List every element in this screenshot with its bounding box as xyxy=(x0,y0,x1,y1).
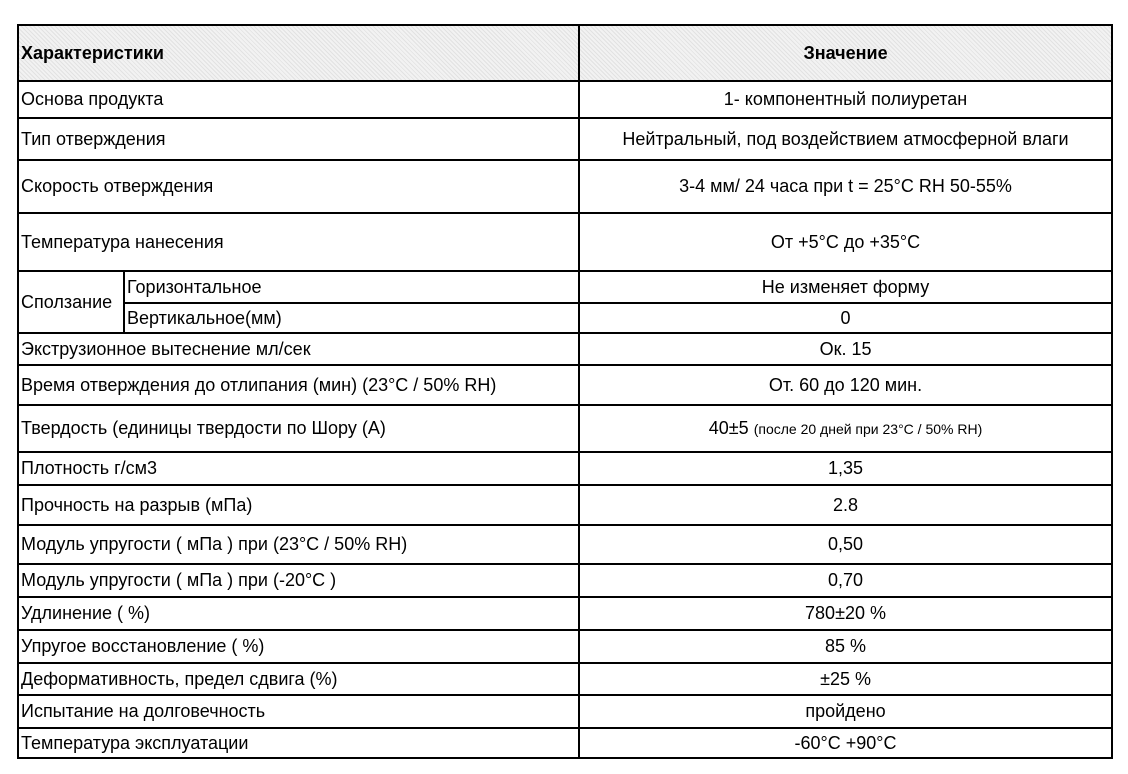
table-row xyxy=(18,485,1112,525)
row-value: 85 % xyxy=(579,630,1112,663)
table-row xyxy=(18,663,1112,695)
row-label: Тип отверждения xyxy=(18,118,579,160)
row-label: Скорость отверждения xyxy=(18,160,579,213)
table-row xyxy=(18,333,1112,365)
table-row xyxy=(18,303,1112,333)
table-row xyxy=(18,564,1112,597)
header-value: Значение xyxy=(579,25,1112,81)
table-row xyxy=(18,81,1112,118)
row-label: Время отверждения до отлипания (мин) (23°C / 50% RH) xyxy=(18,365,579,405)
row-value: 2.8 xyxy=(579,485,1112,525)
slump-vertical-value: 0 xyxy=(579,303,1112,333)
row-value: 3-4 мм/ 24 часа при t = 25°C RH 50-55% xyxy=(579,160,1112,213)
spec-table xyxy=(17,24,1113,759)
row-value: 0,50 xyxy=(579,525,1112,564)
table-row xyxy=(18,160,1112,213)
row-label: Основа продукта xyxy=(18,81,579,118)
row-label: Твердость (единицы твердости по Шору (A) xyxy=(18,405,579,452)
row-value: 1,35 xyxy=(579,452,1112,485)
row-label: Плотность г/см3 xyxy=(18,452,579,485)
row-value: 1- компонентный полиуретан xyxy=(579,81,1112,118)
row-label: Температура нанесения xyxy=(18,213,579,271)
slump-horizontal-label: Горизонтальное xyxy=(124,271,579,303)
slump-label: Сползание xyxy=(18,271,124,333)
row-value: Ок. 15 xyxy=(579,333,1112,365)
table-row xyxy=(18,695,1112,728)
table-row xyxy=(18,271,1112,303)
table-row xyxy=(18,365,1112,405)
row-value: 0,70 xyxy=(579,564,1112,597)
hardness-note: (после 20 дней при 23°C / 50% RH) xyxy=(753,421,983,437)
row-label: Удлинение ( %) xyxy=(18,597,579,630)
header-characteristic: Характеристики xyxy=(18,25,579,81)
row-label: Деформативность, предел сдвига (%) xyxy=(18,663,579,695)
row-value: От. 60 до 120 мин. xyxy=(579,365,1112,405)
header-row xyxy=(18,25,1112,81)
table-row xyxy=(18,405,1112,452)
row-value: пройдено xyxy=(579,695,1112,728)
row-label: Упругое восстановление ( %) xyxy=(18,630,579,663)
slump-vertical-label: Вертикальное(мм) xyxy=(124,303,579,333)
row-label: Модуль упругости ( мПа ) при (23°C / 50% RH) xyxy=(18,525,579,564)
row-value: -60°C +90°C xyxy=(579,728,1112,758)
row-label: Испытание на долговечность xyxy=(18,695,579,728)
row-value: Нейтральный, под воздействием атмосферной влаги xyxy=(579,118,1112,160)
table-row xyxy=(18,630,1112,663)
row-label: Прочность на разрыв (мПа) xyxy=(18,485,579,525)
table-row xyxy=(18,452,1112,485)
row-value: От +5°С до +35°С xyxy=(579,213,1112,271)
row-label: Температура эксплуатации xyxy=(18,728,579,758)
row-value: 780±20 % xyxy=(579,597,1112,630)
table-row xyxy=(18,213,1112,271)
table-row xyxy=(18,525,1112,564)
row-value: ±25 % xyxy=(579,663,1112,695)
hardness-value: 40±5 xyxy=(708,418,749,438)
row-label: Экструзионное вытеснение мл/сек xyxy=(18,333,579,365)
hardness-value-cell xyxy=(579,405,1112,452)
row-label: Модуль упругости ( мПа ) при (-20°C ) xyxy=(18,564,579,597)
table-row xyxy=(18,728,1112,758)
slump-horizontal-value: Не изменяет форму xyxy=(579,271,1112,303)
table-row xyxy=(18,597,1112,630)
table-row xyxy=(18,118,1112,160)
